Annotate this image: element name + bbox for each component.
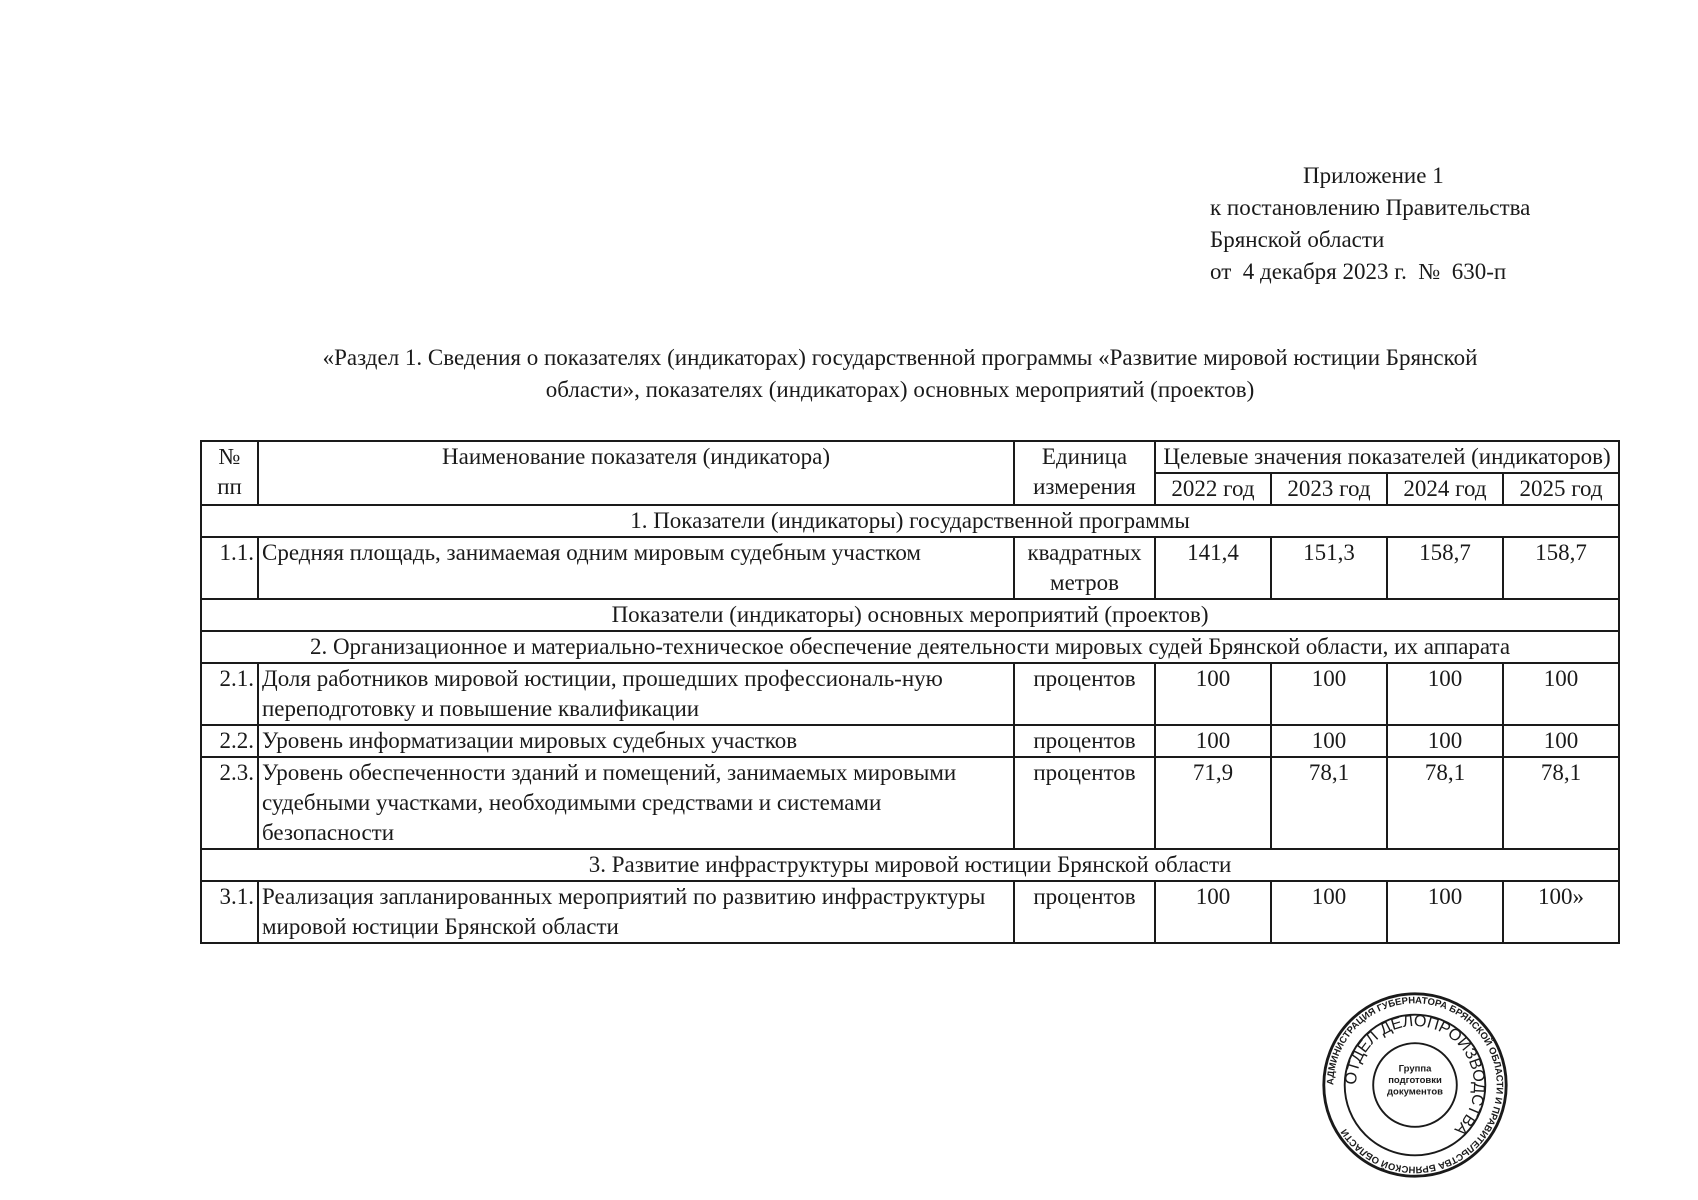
appendix-block	[1210, 160, 1530, 288]
row-unit: квадратных метров	[1014, 537, 1155, 599]
section-title-1: 1. Показатели (индикаторы) государственной программы	[201, 505, 1619, 537]
row-value-2023: 100	[1271, 881, 1387, 943]
section-row	[201, 631, 1619, 663]
row-value-2023: 100	[1271, 725, 1387, 757]
row-value-2024: 158,7	[1387, 537, 1503, 599]
header-year-2022: 2022 год	[1155, 473, 1271, 505]
row-num: 3.1.	[201, 881, 258, 943]
header-targets: Целевые значения показателей (индикаторов)	[1155, 441, 1619, 473]
section-heading-line-1: «Раздел 1. Сведения о показателях (индикаторах) государственной программы «Развитие мировой юстиции Брянской	[322, 345, 1478, 370]
row-value-2023: 100	[1271, 663, 1387, 725]
section-title-2: 2. Организационное и материально-техническое обеспечение деятельности мировых судей Брянской области, их аппарата	[201, 631, 1619, 663]
table-row	[201, 663, 1619, 725]
row-num: 2.3.	[201, 757, 258, 849]
official-stamp	[1320, 990, 1510, 1180]
appendix-date-number: от 4 декабря 2023 г. № 630-п	[1210, 259, 1507, 284]
indicators-table	[200, 440, 1620, 944]
row-value-2024: 100	[1387, 725, 1503, 757]
row-name: Реализация запланированных мероприятий по развитию инфраструктуры мировой юстиции Брянской области	[258, 881, 1014, 943]
section-heading	[220, 342, 1580, 406]
row-value-2022: 100	[1155, 881, 1271, 943]
row-num: 2.2.	[201, 725, 258, 757]
stamp-center-text: Группа подготовки документов	[1387, 1064, 1443, 1098]
section-title-3: 3. Развитие инфраструктуры мировой юстиции Брянской области	[201, 849, 1619, 881]
row-value-2023: 151,3	[1271, 537, 1387, 599]
section-heading-line-2: области», показателях (индикаторах) основных мероприятий (проектов)	[545, 377, 1255, 402]
appendix-title: Приложение 1	[1303, 163, 1444, 188]
table-row	[201, 725, 1619, 757]
header-name: Наименование показателя (индикатора)	[258, 441, 1014, 505]
stamp-middle-text: ОТДЕЛ ДЕЛОПРОИЗВОДСТВА	[1341, 1011, 1489, 1140]
row-value-2022: 100	[1155, 725, 1271, 757]
table-row	[201, 537, 1619, 599]
header-row	[201, 441, 1619, 473]
section-row	[201, 849, 1619, 881]
row-name: Доля работников мировой юстиции, прошедших профессиональ-ную переподготовку и повышение квалификации	[258, 663, 1014, 725]
stamp-outer-text: АДМИНИСТРАЦИЯ ГУБЕРНАТОРА БРЯНСКОЙ ОБЛАСТИ И ПРАВИТЕЛЬСТВА БРЯНСКОЙ ОБЛАСТИ	[1325, 995, 1505, 1175]
row-value-2024: 78,1	[1387, 757, 1503, 849]
row-unit: процентов	[1014, 881, 1155, 943]
stamp-center	[1379, 1064, 1451, 1112]
header-unit: Единица измерения	[1014, 441, 1155, 505]
table-row	[201, 757, 1619, 849]
row-num: 2.1.	[201, 663, 258, 725]
row-name: Уровень обеспеченности зданий и помещений, занимаемых мировыми судебными участками, необходимыми средствами и системами безопасности	[258, 757, 1014, 849]
row-value-2022: 141,4	[1155, 537, 1271, 599]
header-year-2023: 2023 год	[1271, 473, 1387, 505]
row-value-2025: 100»	[1503, 881, 1619, 943]
row-value-2024: 100	[1387, 881, 1503, 943]
row-unit: процентов	[1014, 725, 1155, 757]
row-value-2025: 158,7	[1503, 537, 1619, 599]
row-unit: процентов	[1014, 663, 1155, 725]
header-year-2024: 2024 год	[1387, 473, 1503, 505]
row-name: Уровень информатизации мировых судебных участков	[258, 725, 1014, 757]
row-num: 1.1.	[201, 537, 258, 599]
section-row	[201, 599, 1619, 631]
row-value-2023: 78,1	[1271, 757, 1387, 849]
row-value-2022: 100	[1155, 663, 1271, 725]
appendix-line-3: Брянской области	[1210, 227, 1385, 252]
header-num: № пп	[201, 441, 258, 505]
row-unit: процентов	[1014, 757, 1155, 849]
row-value-2022: 71,9	[1155, 757, 1271, 849]
row-value-2025: 100	[1503, 725, 1619, 757]
section-row	[201, 505, 1619, 537]
section-title-main: Показатели (индикаторы) основных мероприятий (проектов)	[201, 599, 1619, 631]
row-value-2025: 100	[1503, 663, 1619, 725]
row-value-2024: 100	[1387, 663, 1503, 725]
row-name: Средняя площадь, занимаемая одним мировым судебным участком	[258, 537, 1014, 599]
table-row	[201, 881, 1619, 943]
row-value-2025: 78,1	[1503, 757, 1619, 849]
header-year-2025: 2025 год	[1503, 473, 1619, 505]
appendix-line-2: к постановлению Правительства	[1210, 195, 1531, 220]
